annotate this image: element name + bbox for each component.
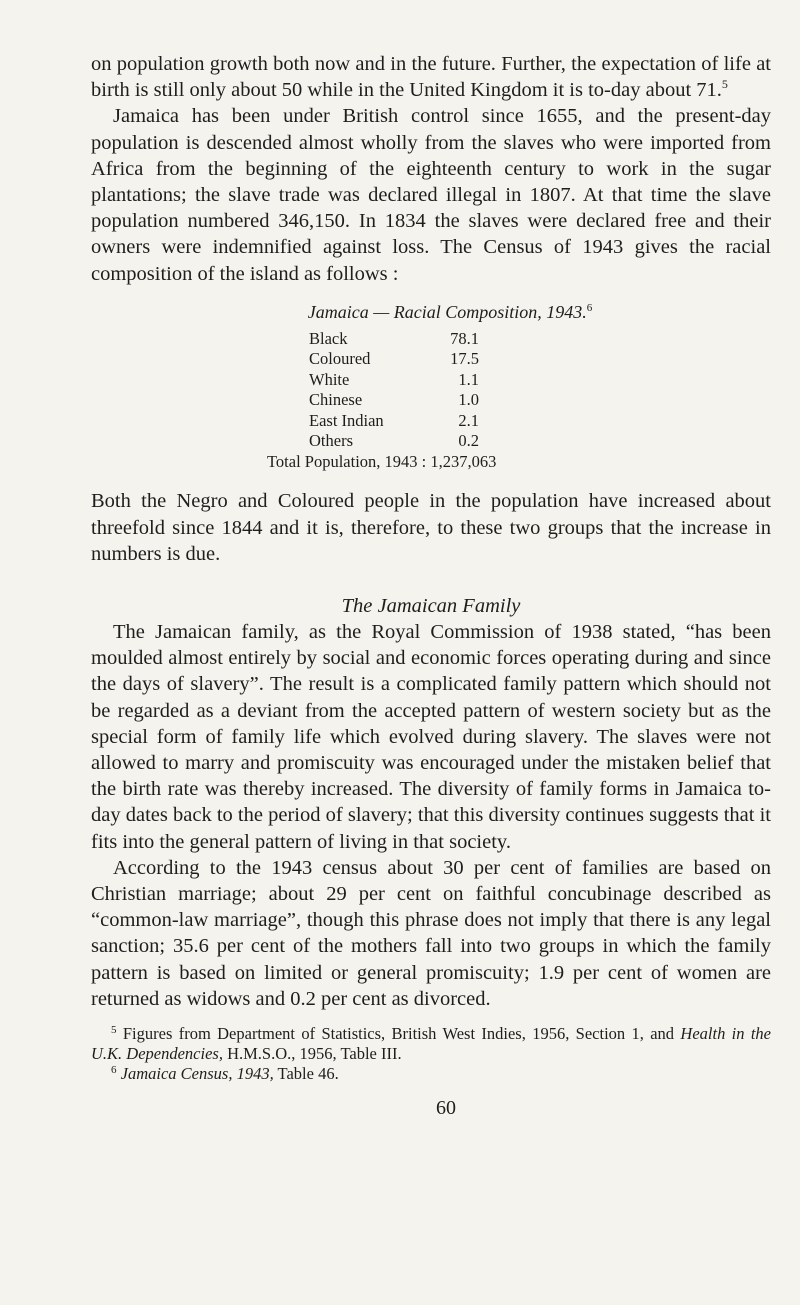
table-row-label: Chinese bbox=[309, 390, 363, 410]
table-row-value: 1.0 bbox=[458, 390, 479, 410]
table-row-value: 78.1 bbox=[450, 328, 479, 348]
footnote-ref-6: 6 bbox=[586, 301, 593, 314]
table-row bbox=[309, 349, 771, 370]
table-row bbox=[309, 390, 771, 411]
table-row-label: White bbox=[309, 369, 350, 389]
footnote-text: Figures from Department of Statistics, British West Indies, 1956, Section 1, and bbox=[122, 1023, 681, 1043]
page-content bbox=[91, 51, 771, 1120]
paragraph-increase: Both the Negro and Coloured people in the population have increased about threefold since 1844 and it is, therefore, to these two groups that the increase in numbers is due. bbox=[91, 490, 771, 565]
paragraph-census: According to the 1943 census about 30 per cent of families are based on Christian marriage; about 29 per cent on faithful concubinage described as “common-law marriage”, though this phrase does not imply that there is any legal sanction; 35.6 per cent of the mothers fall into two groups in which the family pattern is based on limited or general promiscuity; 1.9 per cent of women are returned as widows and 0.2 per cent as divorced. bbox=[91, 856, 771, 1010]
table-row-value: 17.5 bbox=[450, 349, 479, 369]
table-row bbox=[309, 329, 771, 350]
table-row bbox=[309, 370, 771, 391]
footnote-number: 6 bbox=[111, 1063, 117, 1076]
racial-composition-table bbox=[309, 329, 771, 452]
table-title bbox=[91, 301, 771, 323]
table-row bbox=[309, 411, 771, 432]
page-number: 60 bbox=[436, 1096, 456, 1119]
footnotes bbox=[91, 1024, 771, 1084]
paragraph-history: Jamaica has been under British control since 1655, and the present-day population is descended almost wholly from the slaves who were imported from Africa from the beginning of the eighteenth century to work in the sugar plantations; the slave trade was declared illegal in 1807. At that time the slave population numbered 346,150. In 1834 the slaves were declared free and their owners were indemnified against loss. The Census of 1943 gives the racial composition of the island as follows : bbox=[91, 105, 771, 285]
table-row-value: 0.2 bbox=[458, 431, 479, 451]
footnote-text: Table 46. bbox=[273, 1063, 339, 1083]
paragraph-text: on population growth both now and in the future. Further, the expectation of life at birth is still only about 50 while in the United Kingdom it is to-day about 71. bbox=[91, 53, 771, 102]
footnote-title: Health in the U.K. Dependencies, bbox=[91, 1023, 771, 1063]
footnote-title: Jamaica Census, 1943, bbox=[120, 1063, 274, 1083]
footnote-6 bbox=[91, 1064, 771, 1084]
paragraph-life-expectancy bbox=[91, 51, 771, 103]
section-heading: The Jamaican Family bbox=[341, 594, 521, 617]
table-row-value: 2.1 bbox=[458, 410, 479, 430]
footnote-text: H.M.S.O., 1956, Table III. bbox=[222, 1043, 402, 1063]
table-row bbox=[309, 431, 771, 452]
paragraph-family: The Jamaican family, as the Royal Commission of 1938 stated, “has been moulded almost entirely by social and economic forces operating during and since the days of slavery”. The result is a complicated family pattern which should not be regarded as a deviant from the accepted pattern of western society but as the special form of family life which evolved during slavery. The slaves were not allowed to marry and promiscuity was encouraged under the mistaken belief that the birth rate was thereby increased. The diversity of family forms in Jamaica to-day dates back to the period of slavery; that this diversity continues suggests that it fits into the general pattern of living in that society. bbox=[91, 620, 771, 853]
table-row-label: Coloured bbox=[309, 349, 371, 369]
table-title-text: Jamaica — Racial Composition, 1943. bbox=[307, 301, 587, 322]
table-row-label: Black bbox=[309, 328, 348, 348]
table-row-label: Others bbox=[309, 431, 353, 451]
total-population: Total Population, 1943 : 1,237,063 bbox=[267, 451, 497, 471]
footnote-number: 5 bbox=[111, 1023, 117, 1036]
table-row-value: 1.1 bbox=[458, 369, 479, 389]
footnote-5 bbox=[91, 1024, 771, 1064]
footnote-ref-5: 5 bbox=[721, 77, 728, 92]
table-row-label: East Indian bbox=[309, 410, 384, 430]
